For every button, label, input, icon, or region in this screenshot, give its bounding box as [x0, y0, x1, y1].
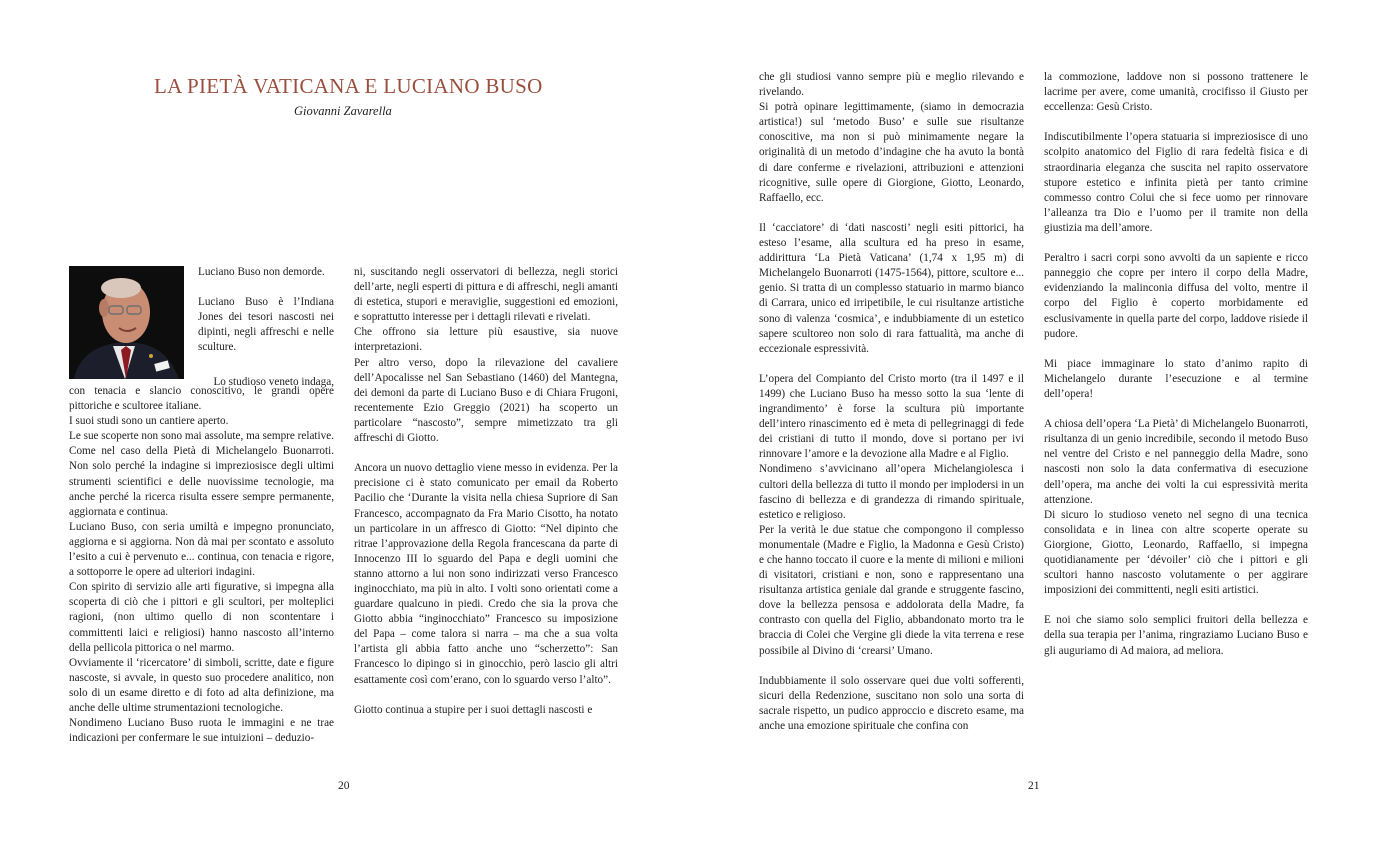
paragraph: Si potrà opinare legittimamente, (siamo in democrazia artistica!) sul ‘metodo Buso’ e sulle sue risultanze conoscitive, ma non si può minimamente negare la originalità di un metodo d’indagine che ha avuto la bontà di dare conferme e rivelazioni, attribuzioni e attenzioni ricognitive, sulle opere di Giorgione, Giotto, Leonardo, Raffaello, ecc.	[759, 101, 1024, 204]
paragraph: ni, suscitando negli osservatori di bellezza, negli storici dell’arte, negli esperti di pittura e di affreschi, negli amanti di estetica, stupori e meraviglie, suggestioni ed emozioni, e soprattutto interesse per i dettagli rilevati e rivelati.	[354, 266, 618, 324]
paragraph: Giotto continua a stupire per i suoi dettagli nascosti e	[354, 703, 593, 716]
paragraph: Luciano Buso è l’Indiana Jones dei tesori nascosti nei dipinti, negli affreschi e nelle sculture.	[198, 296, 334, 354]
portrait-photo	[69, 266, 184, 379]
paragraph: Nondimeno Luciano Buso ruota le immagini e ne trae indicazioni per confermare le sue intuizioni – deduzio-	[69, 717, 334, 745]
paragraph: L’opera del Compianto del Cristo morto (tra il 1497 e il 1499) che Luciano Buso ha messo sotto la sua ‘lente di ingrandimento’ è forse la scultura più importante dell’intero rinascimento ed è meta di pellegrinaggi di fede dei cristiani di tutto il mondo, dove si portano per ivi rinnovare l’amore e la devozione alla Madre e al Figlio.	[759, 372, 1024, 461]
paragraph: Mi piace immaginare lo stato d’animo rapito di Michelangelo durante l’esecuzione e al termine dell’opera!	[1044, 357, 1308, 400]
portrait-illustration	[69, 266, 184, 379]
column-1	[69, 384, 334, 746]
left-page	[0, 0, 688, 850]
page-number: 21	[1028, 780, 1040, 792]
paragraph: Lo studioso veneto indaga,	[213, 375, 334, 388]
article-author: Giovanni Zavarella	[294, 104, 392, 118]
article-title: LA PIETÀ VATICANA E LUCIANO BUSO	[154, 74, 543, 98]
paragraph: A chiosa dell’opera ‘La Pietà’ di Michelangelo Buonarroti, risultanza di un genio incredibile, secondo il metodo Buso nel ventre del Cristo e nel panneggio della Madre, sono nascosti non solo la data confermativa di esecuzione dell’opera, ma anche dei volti la cui espressività merita attenzione.	[1044, 418, 1308, 506]
column-4	[1044, 70, 1308, 659]
paragraph: I suoi studi sono un cantiere aperto.	[69, 415, 229, 428]
paragraph: che gli studiosi vanno sempre più e meglio rilevando e rivelando.	[759, 71, 1024, 99]
column-1-beside-photo	[198, 265, 334, 390]
paragraph: la commozione, laddove non si possono trattenere le lacrime per avere, come umanità, crocifisso il Giusto per eccellenza: Gesù Cristo.	[1044, 71, 1308, 114]
paragraph: Luciano Buso, con seria umiltà e impegno pronunciato, aggiorna e si aggiorna. Non dà mai per scontato e assoluto l’esito a cui è pervenuto e... continua, con tenacia e rigore, a sottoporre le opere ad ulteriori indagini.	[69, 520, 334, 579]
paragraph: Luciano Buso non demorde.	[198, 266, 325, 278]
paragraph: Nondimeno s’avvicinano all’opera Michelangiolesca i cultori della bellezza di tutto il mondo per implodersi in un fascino di bellezza e di grandezza di rimando spirituale, estetico e religioso.	[759, 463, 1024, 521]
paragraph: Peraltro i sacri corpi sono avvolti da un sapiente e ricco panneggio che copre per intero il corpo della Madre, evidenziando la malinconia diffusa del volto, mentre il corpo del Figlio è coperto morbidamente ed esclusivamente in quella parte del corpo, laddove risiede il pudore.	[1044, 252, 1308, 340]
paragraph: Indubbiamente il solo osservare quei due volti sofferenti, sicuri della Redenzione, suscitano non solo una sorta di sacrale rispetto, un pudico approccio e discreto esame, ma anche una emozione spirituale che confina con	[759, 674, 1024, 733]
column-3	[759, 70, 1024, 734]
paragraph: Il ‘cacciatore’ di ‘dati nascosti’ negli esiti pittorici, ha esteso l’esame, alla scultura ed ha preso in esame, addirittura ‘La Pietà Vaticana’ (1,74 x 1,95 m) di Michelangelo Buonarroti (1475-1564), pittore, scultore e... genio. Si tratta di un complesso statuario in marmo bianco di Carrara, unico ed irripetibile, le cui risultanze artistiche sono di valenza ‘cosmica’, e indubbiamente di un estetico sapere scultoreo non solo di rara fattualità, ma anche di eccezionale espressività.	[759, 221, 1024, 355]
page-number: 20	[338, 780, 350, 792]
paragraph: con tenacia e slancio conoscitivo, le grandi opere pittoriche e scultoree italiane.	[69, 385, 334, 413]
paragraph: E noi che siamo solo semplici fruitori della bellezza e della sua terapia per l’anima, ringraziamo Luciano Buso e gli auguriamo di Ad maiora, ad meliora.	[1044, 614, 1308, 657]
column-2	[354, 265, 618, 718]
paragraph: Che offrono sia letture più esaustive, sia nuove interpretazioni.	[354, 326, 618, 354]
paragraph: Di sicuro lo studioso veneto nel segno di una tecnica consolidata e in linea con altre scoperte operate su Giorgione, Giotto, Leonardo, Raffaello, si impegna quotidianamente per ‘dévoiler’ ciò che i pittori e gli scultori hanno nascosto volutamente o per aggirare imposizioni dei committenti, negli esiti artistici.	[1044, 508, 1308, 597]
paragraph: Per altro verso, dopo la rilevazione del cavaliere dell’Apocalisse nel San Sebastiano (1460) del Mantegna, dei demoni da parte di Luciano Buso e di Chiara Frugoni, recentemente Ezio Greggio (2021) ha scoperto un particolare “nascosto”, sempre mimetizzato tra gli affreschi di Giotto.	[354, 356, 618, 445]
paragraph: Ancora un nuovo dettaglio viene messo in evidenza. Per la precisione ci è stato comunicato per email da Roberto Pacilio che ‘Durante la visita nella chiesa Supriore di San Francesco, accompagnato da Fra Mario Cisotto, ha notato un particolare in un affresco di Giotto: “Nel dipinto che ritrae l’approvazione della Regola francescana da parte di Innocenzo III lo sguardo del Papa e degli uomini che stanno attorno a lui non sono indirizzati verso Francesco inginocchiato, ma più in alto. I volti sono orientati come a guardare qualcuno in piedi. Credo che sia la prova che Giotto abbia “inginocchiato” Francesco su imposizione del Papa – come talora si narra – ma che a sua volta l’artista gli abbia fatto anche uno “scherzetto”: San Francesco lo dipingo si in ginocchio, però lascio gli altri esattamente così com’erano, con lo sguardo verso l’alto”.	[354, 462, 618, 686]
paragraph: Indiscutibilmente l’opera statuaria si impreziosisce di uno scolpito anatomico del Figlio di rara fedeltà fisica e di straordinaria eleganza che suscita nel rapito osservatore stupore estetico e infinita pietà per tanto crimine commesso contro Colui che si fece uomo per rinnovare l’alleanza tra Dio e l’uomo per il tramite non della giustizia ma dell’amore.	[1044, 131, 1308, 234]
right-page	[688, 0, 1377, 850]
paragraph: Le sue scoperte non sono mai assolute, ma sempre relative. Come nel caso della Pietà di Michelangelo Buonarroti. Non solo perché la indagine si impreziosisce degli ultimi strumenti scientifici e delle nuovissime tecnologie, ma anche perché la ricerca risulta essere sempre permanente, aggiornata e continua.	[69, 430, 334, 518]
paragraph: Ovviamente il ‘ricercatore’ di simboli, scritte, date e figure nascoste, si avvale, in questo suo procedere analitico, non solo di un esame diretto e di foto ad alta definizione, ma anche delle ultime strumentazioni tecnologiche.	[69, 656, 334, 714]
paragraph: Per la verità le due statue che compongono il complesso monumentale (Madre e Figlio, la Madonna e Gesù Cristo) e che hanno toccato il cuore e la mente di milioni e milioni di visitatori, cristiani e non, sono e rappresentano una risultanza artistica geniale dal grande e struggente fascino, dove la bellezza pensosa e addolorata della Madre, fa contrasto con quella del Figlio, abbandonato morto tra le braccia di Colei che Vergine gli diede la vita terrena e rese possibile al Divino di ‘crearsi’ Umano.	[759, 523, 1024, 657]
paragraph: Con spirito di servizio alle arti figurative, si impegna alla scoperta di ciò che i pittori e gli scultori, per molteplici ragioni, (non ultimo quello di non scontentare i committenti laici e religiosi) hanno nascosto all’interno della pellicola pittorica o nel marmo.	[69, 581, 334, 654]
